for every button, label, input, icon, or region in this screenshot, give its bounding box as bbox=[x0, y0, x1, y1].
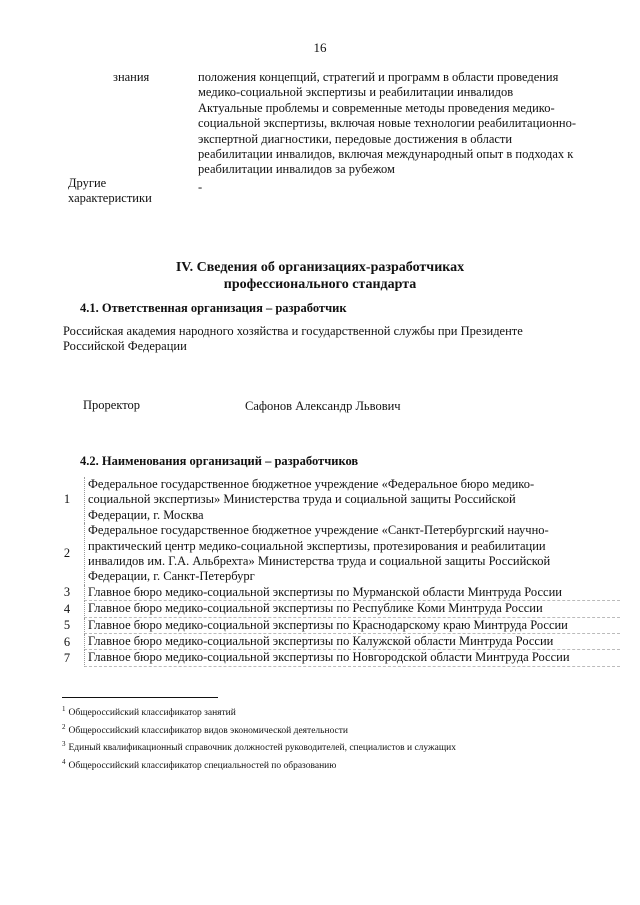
footnote-mark: 1 bbox=[62, 705, 66, 713]
footnote-mark: 2 bbox=[62, 722, 66, 731]
developer-orgs-list bbox=[50, 477, 620, 667]
developer-name-line: социальной экспертизы» Министерства труда и социальной защиты Российской bbox=[88, 492, 516, 507]
knowledge-text bbox=[198, 70, 608, 178]
knowledge-line: реабилитации инвалидов, включая международный опыт в подходах к bbox=[198, 147, 574, 162]
other-characteristics-value: - bbox=[198, 180, 203, 194]
developer-name-line: Федерации, г. Москва bbox=[88, 507, 204, 522]
section-heading bbox=[0, 259, 640, 293]
developer-name-line: инвалидов им. Г.А. Альбрехта» Министерства труда и социальной защиты Российской bbox=[88, 554, 551, 569]
developer-row bbox=[50, 634, 620, 650]
developer-name bbox=[84, 477, 620, 523]
developer-row bbox=[50, 650, 620, 666]
developer-name-line: Федеральное государственное бюджетное учреждение «Федеральное бюро медико- bbox=[88, 477, 535, 491]
footnote-mark: 3 bbox=[62, 740, 66, 749]
developer-orgs-heading: 4.2. Наименования организаций – разработчиков bbox=[80, 454, 359, 468]
developer-name-line: Федеральное государственное бюджетное учреждение «Санкт-Петербургский научно- bbox=[88, 523, 549, 538]
page-number: 16 bbox=[313, 40, 327, 55]
org-name-line: Российской Федерации bbox=[63, 339, 187, 354]
developer-name: Главное бюро медико-социальной экспертизы по Новгородской области Минтруда России bbox=[84, 650, 620, 666]
org-name-line: Российская академия народного хозяйства и государственной службы при Президенте bbox=[63, 324, 523, 338]
developer-number: 3 bbox=[63, 585, 71, 600]
footnotes bbox=[62, 703, 456, 774]
developer-number: 1 bbox=[63, 492, 71, 507]
knowledge-line: медико-социальной экспертизы и реабилитации инвалидов bbox=[198, 85, 514, 100]
signatory-role: Проректор bbox=[83, 398, 141, 412]
developer-name: Главное бюро медико-социальной экспертизы по Краснодарскому краю Минтруда России bbox=[84, 618, 620, 634]
developer-row bbox=[50, 601, 620, 617]
developer-number: 6 bbox=[63, 634, 71, 649]
footnote-text: Общероссийский классификатор видов экономической деятельности bbox=[68, 725, 349, 736]
other-characteristics-label bbox=[68, 176, 152, 206]
other-label-line: Другие bbox=[68, 176, 107, 190]
responsible-org-name bbox=[63, 324, 583, 355]
footnote bbox=[62, 738, 456, 756]
developer-name-line: практический центр медико-социальной экспертизы, протезирования и реабилитации bbox=[88, 538, 546, 553]
footnote-text: Общероссийский классификатор занятий bbox=[68, 708, 236, 719]
footnote bbox=[62, 721, 456, 739]
knowledge-line: социальной экспертизы, включая новые технологии реабилитационно- bbox=[198, 116, 577, 131]
developer-name: Главное бюро медико-социальной экспертизы по Мурманской области Минтруда России bbox=[84, 585, 620, 601]
footnote-mark: 4 bbox=[62, 757, 66, 766]
knowledge-line: экспертной диагностики, передовые достижения в области bbox=[198, 131, 513, 146]
developer-name-line: Федерации, г. Санкт-Петербург bbox=[88, 569, 255, 584]
section-title-line-1: IV. Сведения об организациях-разработчиках bbox=[175, 260, 465, 275]
footnote-separator bbox=[62, 697, 218, 698]
responsible-org-heading: 4.1. Ответственная организация – разработчик bbox=[80, 301, 347, 315]
developer-name bbox=[84, 523, 620, 585]
developer-number: 7 bbox=[63, 650, 71, 665]
developer-number: 4 bbox=[63, 601, 71, 616]
knowledge-line: положения концепций, стратегий и программ в области проведения bbox=[198, 70, 559, 84]
footnote-text: Единый квалификационный справочник должностей руководителей, специалистов и служащих bbox=[68, 743, 456, 754]
developer-row bbox=[50, 523, 620, 585]
footnote-text: Общероссийский классификатор специальностей по образованию bbox=[68, 761, 337, 772]
footnote bbox=[62, 756, 456, 774]
developer-row bbox=[50, 618, 620, 634]
knowledge-line: реабилитации инвалидов за рубежом bbox=[198, 162, 395, 177]
developer-row bbox=[50, 477, 620, 523]
other-label-line: характеристики bbox=[68, 191, 152, 205]
developer-name: Главное бюро медико-социальной экспертизы по Республике Коми Минтруда России bbox=[84, 601, 620, 617]
developer-number: 5 bbox=[63, 618, 71, 633]
developer-number: 2 bbox=[63, 546, 71, 561]
signatory-name: Сафонов Александр Львович bbox=[245, 399, 401, 413]
developer-name: Главное бюро медико-социальной экспертизы по Калужской области Минтруда России bbox=[84, 634, 620, 650]
knowledge-line: Актуальные проблемы и современные методы проведения медико- bbox=[198, 100, 555, 115]
footnote bbox=[62, 703, 456, 721]
knowledge-label: знания bbox=[113, 70, 150, 84]
developer-row bbox=[50, 585, 620, 601]
section-title-line-2: профессионального стандарта bbox=[223, 277, 417, 292]
